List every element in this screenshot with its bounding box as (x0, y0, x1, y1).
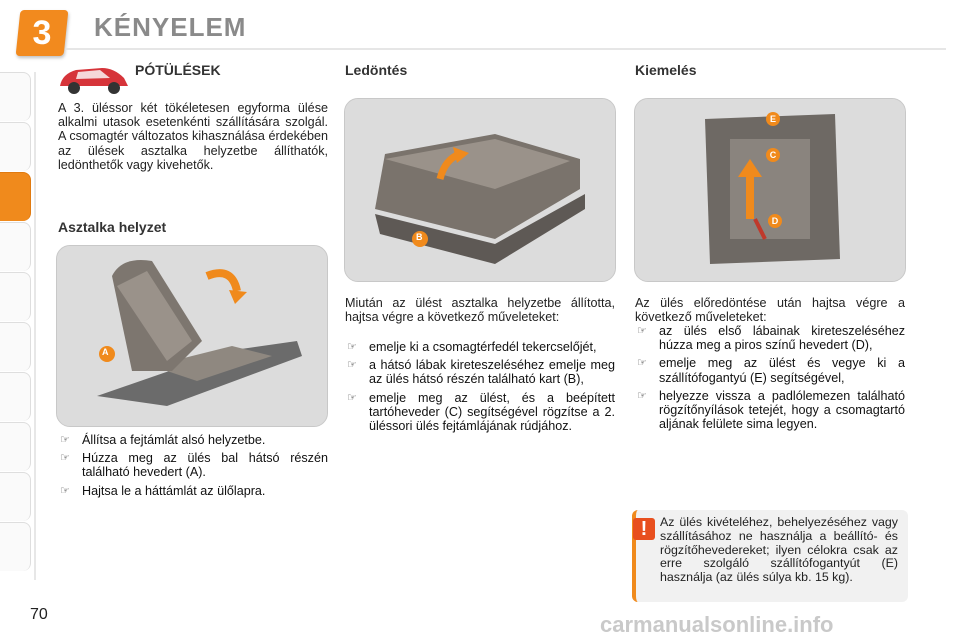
warning-text: Az ülés kivételéhez, behelyezéséhez vagy szállításához ne használja a beállító- és rögzítőhevedereket; ilyen célokra csak az erre szolgáló szállítófogantyút (E) használja (az ülés súlya kb. 15 kg). (660, 515, 898, 585)
subsection-title: Asztalka helyzet (58, 219, 167, 235)
section-intro: Miután az ülést asztalka helyzetbe állította, hajtsa végre a következő műveleteket: (345, 296, 615, 325)
steps-list-3 (635, 324, 905, 435)
tab[interactable] (0, 372, 31, 421)
car-icon (54, 60, 134, 98)
page-number: 70 (30, 606, 48, 623)
seat-table-figure (56, 245, 328, 427)
section-intro: Az ülés előredöntése után hajtsa végre a következő műveleteket: (635, 296, 905, 325)
section-title: Kiemelés (635, 62, 697, 78)
list-item: ☞ Húzza meg az ülés bal hátsó részén található hevedert (A). (58, 451, 328, 479)
steps-list-1 (58, 433, 328, 502)
page-title: KÉNYELEM (94, 12, 247, 42)
list-item: ☞ emelje meg az ülést és vegye ki a szállítófogantyú (E) segítségével, (635, 356, 905, 384)
warning-icon: ! (633, 518, 655, 540)
tab[interactable] (0, 522, 31, 571)
list-item: ☞ a hátsó lábak kireteszeléséhez emelje meg az ülés hátsó részén található kart (B), (345, 358, 615, 386)
tab[interactable] (0, 322, 31, 371)
figure-label-e: E (766, 112, 780, 126)
tab[interactable] (0, 72, 31, 121)
list-item: ☞ Hajtsa le a háttámlát az ülőlapra. (58, 484, 328, 498)
chapter-number: 3 (32, 14, 52, 52)
tab[interactable] (0, 122, 31, 171)
steps-list-2 (345, 340, 615, 437)
tab[interactable] (0, 422, 31, 471)
section-title: PÓTÜLÉSEK (135, 62, 221, 78)
section-title: Ledöntés (345, 62, 408, 78)
tab-active[interactable] (0, 172, 31, 221)
seat-removal-figure (634, 98, 906, 282)
list-item: ☞ Állítsa a fejtámlát alsó helyzetbe. (58, 433, 328, 447)
tab[interactable] (0, 222, 31, 271)
tab[interactable] (0, 472, 31, 521)
list-item: ☞ helyezze vissza a padlólemezen található rögzítőnyílások tetejét, hogy a csomagtartó aljának felülete sima legyen. (635, 389, 905, 432)
figure-label-c: C (766, 148, 780, 162)
chapter-tabs (0, 72, 36, 580)
list-item: ☞ emelje ki a csomagtérfedél tekercselőjét, (345, 340, 615, 354)
section-intro: A 3. üléssor két tökéletesen egyforma ülése alkalmi utasok esetenkénti szállítására szolgál. A csomagtér változatos kihasználása érdekében az ülések asztalka helyzetbe állíthatók, ledönthetők vagy kivehetők. (58, 101, 328, 172)
figure-label: B (416, 232, 423, 242)
header-divider (66, 48, 946, 50)
figure-label: A (102, 347, 109, 357)
figure-label-d: D (768, 214, 782, 228)
seat-fold-figure (344, 98, 616, 282)
list-item: ☞ az ülés első lábainak kireteszeléséhez húzza meg a piros színű hevedert (D), (635, 324, 905, 352)
watermark: carmanualsonline.info (600, 612, 834, 637)
list-item: ☞ emelje meg az ülést, és a beépített tartóheveder (C) segítségével rögzítse a 2. üléssori ülés fejtámlájának rúdjához. (345, 391, 615, 434)
tab[interactable] (0, 272, 31, 321)
